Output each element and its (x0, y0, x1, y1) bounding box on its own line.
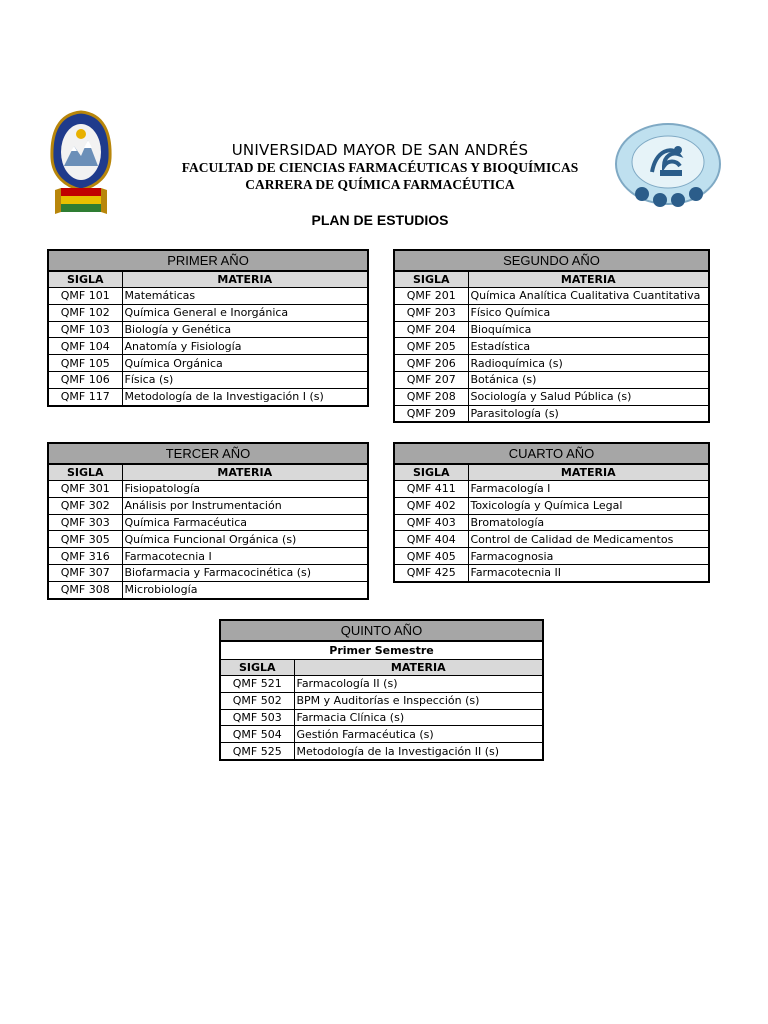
course-name: Botánica (s) (468, 371, 709, 388)
course-name: Sociología y Salud Pública (s) (468, 388, 709, 405)
course-code: QMF 405 (394, 548, 468, 565)
course-name: Estadística (468, 338, 709, 355)
year-table (47, 442, 369, 600)
course-name: Parasitología (s) (468, 405, 709, 422)
course-name: Radioquímica (s) (468, 355, 709, 372)
course-code: QMF 402 (394, 497, 468, 514)
course-code: QMF 204 (394, 321, 468, 338)
course-code: QMF 521 (220, 676, 294, 693)
table-row (394, 371, 709, 388)
column-header-sigla: SIGLA (220, 660, 294, 676)
table-row (220, 726, 543, 743)
table-row (394, 304, 709, 321)
year-table (393, 442, 710, 583)
course-name: Físico Química (468, 304, 709, 321)
course-name: Metodología de la Investigación II (s) (294, 743, 543, 760)
year-table (393, 249, 710, 423)
course-name: Bromatología (468, 514, 709, 531)
course-name: Biofarmacia y Farmacocinética (s) (122, 564, 368, 581)
table-row (48, 581, 368, 598)
year-table (219, 619, 544, 761)
course-code: QMF 525 (220, 743, 294, 760)
course-name: Farmacología I (468, 481, 709, 498)
course-code: QMF 201 (394, 288, 468, 305)
course-name: Química Funcional Orgánica (s) (122, 531, 368, 548)
course-name: Bioquímica (468, 321, 709, 338)
course-code: QMF 302 (48, 497, 122, 514)
table-row (48, 548, 368, 565)
course-name: Matemáticas (122, 288, 368, 305)
course-code: QMF 305 (48, 531, 122, 548)
table-row (394, 564, 709, 581)
column-header-sigla: SIGLA (394, 464, 468, 481)
course-name: Control de Calidad de Medicamentos (468, 531, 709, 548)
course-name: Farmacia Clínica (s) (294, 709, 543, 726)
table-row (48, 288, 368, 305)
course-code: QMF 303 (48, 514, 122, 531)
career-name: CARRERA DE QUÍMICA FARMACÉUTICA (245, 176, 515, 192)
course-code: QMF 504 (220, 726, 294, 743)
course-name: Fisiopatología (122, 481, 368, 498)
course-name: Farmacognosia (468, 548, 709, 565)
column-header-sigla: SIGLA (394, 271, 468, 288)
course-code: QMF 103 (48, 321, 122, 338)
course-code: QMF 205 (394, 338, 468, 355)
course-code: QMF 105 (48, 355, 122, 372)
course-code: QMF 208 (394, 388, 468, 405)
column-header-materia: MATERIA (122, 464, 368, 481)
table-row (48, 304, 368, 321)
plan-title: PLAN DE ESTUDIOS (311, 212, 449, 228)
course-name: Farmacología II (s) (294, 676, 543, 693)
column-header-sigla: SIGLA (48, 464, 122, 481)
course-code: QMF 308 (48, 581, 122, 598)
column-header-materia: MATERIA (122, 271, 368, 288)
table-row (394, 497, 709, 514)
table-row (48, 531, 368, 548)
year-title: CUARTO AÑO (394, 443, 709, 464)
course-name: Biología y Genética (122, 321, 368, 338)
table-row (394, 288, 709, 305)
course-code: QMF 209 (394, 405, 468, 422)
course-code: QMF 117 (48, 388, 122, 405)
table-row (48, 338, 368, 355)
column-header-materia: MATERIA (294, 660, 543, 676)
column-header-materia: MATERIA (468, 464, 709, 481)
table-row (394, 405, 709, 422)
year-title: SEGUNDO AÑO (394, 250, 709, 271)
table-row (48, 481, 368, 498)
table-row (394, 388, 709, 405)
document-header (0, 140, 760, 193)
table-row (48, 355, 368, 372)
course-name: Toxicología y Química Legal (468, 497, 709, 514)
university-name: UNIVERSIDAD MAYOR DE SAN ANDRÉS (231, 141, 529, 159)
course-code: QMF 307 (48, 564, 122, 581)
table-row (394, 514, 709, 531)
table-row (394, 548, 709, 565)
course-code: QMF 106 (48, 371, 122, 388)
course-code: QMF 207 (394, 371, 468, 388)
year-title: TERCER AÑO (48, 443, 368, 464)
semester-subtitle: Primer Semestre (220, 641, 543, 660)
table-row (220, 743, 543, 760)
course-name: Farmacotecnia II (468, 564, 709, 581)
table-row (394, 481, 709, 498)
course-name: Física (s) (122, 371, 368, 388)
course-name: BPM y Auditorías e Inspección (s) (294, 692, 543, 709)
year-title: PRIMER AÑO (48, 250, 368, 271)
course-code: QMF 411 (394, 481, 468, 498)
table-row (220, 709, 543, 726)
course-name: Farmacotecnia I (122, 548, 368, 565)
course-code: QMF 101 (48, 288, 122, 305)
year-title: QUINTO AÑO (220, 620, 543, 641)
table-row (48, 497, 368, 514)
course-name: Química General e Inorgánica (122, 304, 368, 321)
course-code: QMF 503 (220, 709, 294, 726)
column-header-materia: MATERIA (468, 271, 709, 288)
course-code: QMF 425 (394, 564, 468, 581)
course-code: QMF 316 (48, 548, 122, 565)
course-code: QMF 206 (394, 355, 468, 372)
year-table (47, 249, 369, 407)
course-code: QMF 403 (394, 514, 468, 531)
course-code: QMF 502 (220, 692, 294, 709)
course-name: Metodología de la Investigación I (s) (122, 388, 368, 405)
table-row (394, 355, 709, 372)
course-name: Química Orgánica (122, 355, 368, 372)
table-row (220, 676, 543, 693)
table-row (48, 321, 368, 338)
course-name: Gestión Farmacéutica (s) (294, 726, 543, 743)
course-name: Anatomía y Fisiología (122, 338, 368, 355)
table-row (394, 321, 709, 338)
table-row (394, 531, 709, 548)
table-row (394, 338, 709, 355)
table-row (48, 371, 368, 388)
column-header-sigla: SIGLA (48, 271, 122, 288)
course-name: Análisis por Instrumentación (122, 497, 368, 514)
course-name: Microbiología (122, 581, 368, 598)
table-row (48, 514, 368, 531)
course-code: QMF 102 (48, 304, 122, 321)
course-name: Química Analítica Cualitativa Cuantitativa (468, 288, 709, 305)
table-row (220, 692, 543, 709)
course-code: QMF 104 (48, 338, 122, 355)
course-name: Química Farmacéutica (122, 514, 368, 531)
course-code: QMF 404 (394, 531, 468, 548)
table-row (48, 388, 368, 405)
course-code: QMF 203 (394, 304, 468, 321)
course-code: QMF 301 (48, 481, 122, 498)
faculty-name: FACULTAD DE CIENCIAS FARMACÉUTICAS Y BIOQUÍMICAS (181, 160, 579, 175)
table-row (48, 564, 368, 581)
